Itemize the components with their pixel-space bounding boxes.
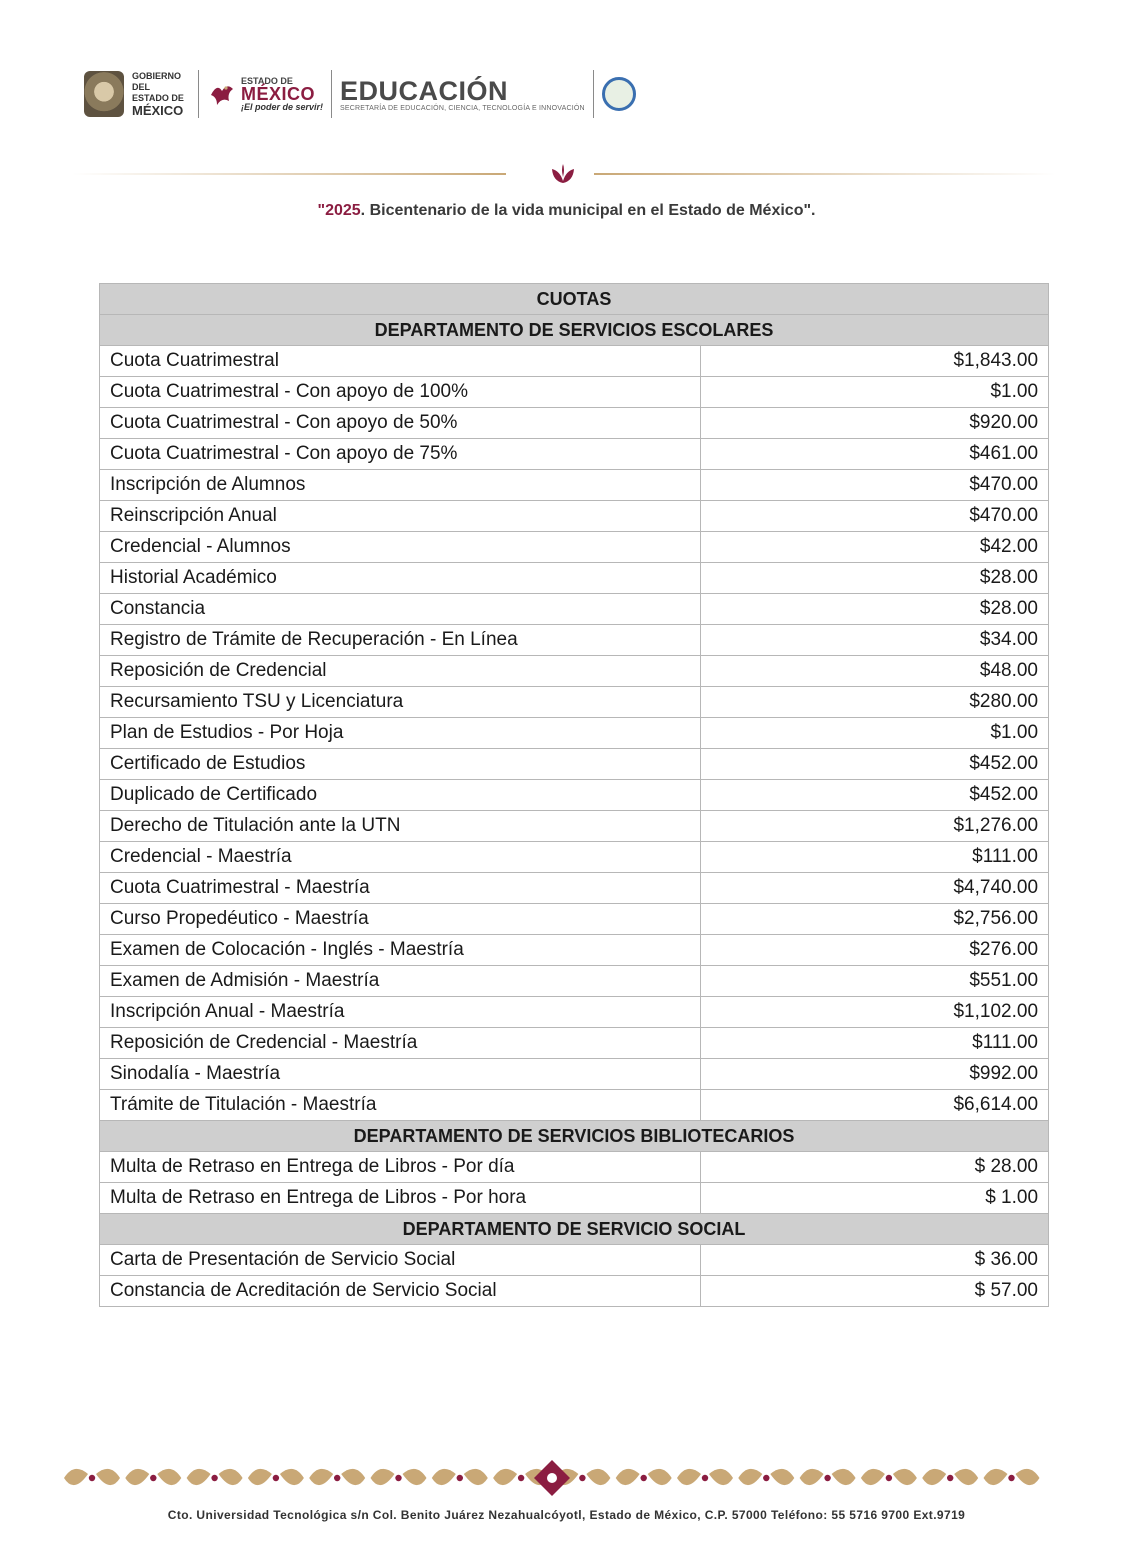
amount-cell: $470.00 bbox=[701, 470, 1049, 501]
amount-cell: $452.00 bbox=[701, 749, 1049, 780]
university-emblem-icon bbox=[602, 77, 636, 111]
table-row bbox=[100, 532, 1049, 563]
table-row bbox=[100, 1028, 1049, 1059]
leaf-motif bbox=[738, 1469, 794, 1485]
section-heading: DEPARTAMENTO DE SERVICIOS BIBLIOTECARIOS bbox=[100, 1121, 1049, 1152]
amount-cell: $920.00 bbox=[701, 408, 1049, 439]
ornamental-footer-band bbox=[62, 1460, 1043, 1496]
header-divider bbox=[593, 70, 594, 118]
edomex-logo: ESTADO DE MÉXICO ¡El poder de servir! bbox=[207, 75, 323, 114]
concept-cell: Constancia de Acreditación de Servicio Social bbox=[100, 1276, 701, 1307]
concept-cell: Inscripción de Alumnos bbox=[100, 470, 701, 501]
header-divider bbox=[331, 70, 332, 118]
concept-cell: Constancia bbox=[100, 594, 701, 625]
amount-cell: $1.00 bbox=[701, 377, 1049, 408]
table-row bbox=[100, 377, 1049, 408]
table-row bbox=[100, 1059, 1049, 1090]
table-row bbox=[100, 1276, 1049, 1307]
amount-cell: $992.00 bbox=[701, 1059, 1049, 1090]
footer-address: Cto. Universidad Tecnológica s/n Col. Benito Juárez Nezahualcóyotl, Estado de México, C.P. 57000 Teléfono: 55 5716 9700 Ext.9719 bbox=[167, 1508, 966, 1522]
amount-cell: $461.00 bbox=[701, 439, 1049, 470]
concept-cell: Derecho de Titulación ante la UTN bbox=[100, 811, 701, 842]
concept-cell: Multa de Retraso en Entrega de Libros - Por día bbox=[100, 1152, 701, 1183]
concept-cell: Cuota Cuatrimestral - Con apoyo de 75% bbox=[100, 439, 701, 470]
leaf-ornament-icon bbox=[549, 163, 577, 185]
amount-cell: $ 1.00 bbox=[701, 1183, 1049, 1214]
amount-cell: $34.00 bbox=[701, 625, 1049, 656]
concept-cell: Reposición de Credencial - Maestría bbox=[100, 1028, 701, 1059]
table-row bbox=[100, 749, 1049, 780]
concept-cell: Reinscripción Anual bbox=[100, 501, 701, 532]
amount-cell: $42.00 bbox=[701, 532, 1049, 563]
gobierno-logo-text: GOBIERNO DEL ESTADO DE MÉXICO bbox=[132, 70, 184, 118]
amount-cell: $470.00 bbox=[701, 501, 1049, 532]
leaf-motif bbox=[861, 1469, 917, 1485]
concept-cell: Carta de Presentación de Servicio Social bbox=[100, 1245, 701, 1276]
table-row bbox=[100, 1183, 1049, 1214]
section-heading: DEPARTAMENTO DE SERVICIOS ESCOLARES bbox=[100, 315, 1049, 346]
concept-cell: Sinodalía - Maestría bbox=[100, 1059, 701, 1090]
concept-cell: Curso Propedéutico - Maestría bbox=[100, 904, 701, 935]
concept-cell: Reposición de Credencial bbox=[100, 656, 701, 687]
table-row bbox=[100, 1152, 1049, 1183]
amount-cell: $2,756.00 bbox=[701, 904, 1049, 935]
amount-cell: $ 36.00 bbox=[701, 1245, 1049, 1276]
section-header-row bbox=[100, 1121, 1049, 1152]
bird-icon bbox=[207, 79, 237, 109]
education-logo: EDUCACIÓN SECRETARÍA DE EDUCACIÓN, CIENCIA, TECNOLOGÍA E INNOVACIÓN bbox=[340, 75, 585, 112]
amount-cell: $280.00 bbox=[701, 687, 1049, 718]
table-row bbox=[100, 563, 1049, 594]
ornament-line-left bbox=[72, 173, 506, 175]
table-row bbox=[100, 594, 1049, 625]
leaf-motif bbox=[800, 1469, 856, 1485]
section-heading: DEPARTAMENTO DE SERVICIO SOCIAL bbox=[100, 1214, 1049, 1245]
concept-cell: Inscripción Anual - Maestría bbox=[100, 997, 701, 1028]
amount-cell: $452.00 bbox=[701, 780, 1049, 811]
table-row bbox=[100, 811, 1049, 842]
table-row bbox=[100, 842, 1049, 873]
table-row bbox=[100, 904, 1049, 935]
concept-cell: Credencial - Alumnos bbox=[100, 532, 701, 563]
amount-cell: $111.00 bbox=[701, 1028, 1049, 1059]
table-row bbox=[100, 656, 1049, 687]
header-divider bbox=[198, 70, 199, 118]
table-row bbox=[100, 966, 1049, 997]
leaf-motif bbox=[64, 1469, 120, 1485]
concept-cell: Credencial - Maestría bbox=[100, 842, 701, 873]
amount-cell: $1,276.00 bbox=[701, 811, 1049, 842]
leaf-motif bbox=[125, 1469, 181, 1485]
amount-cell: $1.00 bbox=[701, 718, 1049, 749]
table-row bbox=[100, 997, 1049, 1028]
fees-table bbox=[99, 283, 1049, 1307]
amount-cell: $111.00 bbox=[701, 842, 1049, 873]
header-logos bbox=[84, 66, 636, 122]
concept-cell: Examen de Admisión - Maestría bbox=[100, 966, 701, 997]
concept-cell: Cuota Cuatrimestral bbox=[100, 346, 701, 377]
concept-cell: Duplicado de Certificado bbox=[100, 780, 701, 811]
state-seal-logo bbox=[84, 71, 124, 117]
concept-cell: Multa de Retraso en Entrega de Libros - Por hora bbox=[100, 1183, 701, 1214]
concept-cell: Registro de Trámite de Recuperación - En Línea bbox=[100, 625, 701, 656]
amount-cell: $6,614.00 bbox=[701, 1090, 1049, 1121]
amount-cell: $ 28.00 bbox=[701, 1152, 1049, 1183]
table-row bbox=[100, 439, 1049, 470]
table-row bbox=[100, 873, 1049, 904]
concept-cell: Recursamiento TSU y Licenciatura bbox=[100, 687, 701, 718]
concept-cell: Examen de Colocación - Inglés - Maestría bbox=[100, 935, 701, 966]
table-row bbox=[100, 408, 1049, 439]
concept-cell: Plan de Estudios - Por Hoja bbox=[100, 718, 701, 749]
concept-cell: Cuota Cuatrimestral - Con apoyo de 50% bbox=[100, 408, 701, 439]
amount-cell: $48.00 bbox=[701, 656, 1049, 687]
concept-cell: Cuota Cuatrimestral - Maestría bbox=[100, 873, 701, 904]
section-header-row bbox=[100, 315, 1049, 346]
concept-cell: Trámite de Titulación - Maestría bbox=[100, 1090, 701, 1121]
table-title-row bbox=[100, 284, 1049, 315]
concept-cell: Historial Académico bbox=[100, 563, 701, 594]
table-row bbox=[100, 501, 1049, 532]
year-motto: "2025. Bicentenario de la vida municipal en el Estado de México". bbox=[317, 202, 816, 219]
leaf-motif bbox=[616, 1469, 672, 1485]
leaf-motif bbox=[922, 1469, 978, 1485]
amount-cell: $276.00 bbox=[701, 935, 1049, 966]
table-row bbox=[100, 346, 1049, 377]
ornament-line-right bbox=[594, 173, 1056, 175]
concept-cell: Cuota Cuatrimestral - Con apoyo de 100% bbox=[100, 377, 701, 408]
amount-cell: $4,740.00 bbox=[701, 873, 1049, 904]
leaf-motif bbox=[984, 1469, 1040, 1485]
amount-cell: $ 57.00 bbox=[701, 1276, 1049, 1307]
section-header-row bbox=[100, 1214, 1049, 1245]
amount-cell: $28.00 bbox=[701, 594, 1049, 625]
leaf-motif bbox=[432, 1469, 488, 1485]
table-row bbox=[100, 1245, 1049, 1276]
table-row bbox=[100, 470, 1049, 501]
table-row bbox=[100, 687, 1049, 718]
amount-cell: $551.00 bbox=[701, 966, 1049, 997]
leaf-motif bbox=[309, 1469, 365, 1485]
leaf-motif bbox=[187, 1469, 243, 1485]
leaf-motif bbox=[371, 1469, 427, 1485]
table-row bbox=[100, 718, 1049, 749]
table-row bbox=[100, 935, 1049, 966]
table-row bbox=[100, 625, 1049, 656]
table-title: CUOTAS bbox=[100, 284, 1049, 315]
table-row bbox=[100, 1090, 1049, 1121]
concept-cell: Certificado de Estudios bbox=[100, 749, 701, 780]
amount-cell: $1,102.00 bbox=[701, 997, 1049, 1028]
table-row bbox=[100, 780, 1049, 811]
leaf-motif bbox=[248, 1469, 304, 1485]
leaf-motif bbox=[677, 1469, 733, 1485]
flower-center-dot bbox=[547, 1473, 557, 1483]
amount-cell: $1,843.00 bbox=[701, 346, 1049, 377]
amount-cell: $28.00 bbox=[701, 563, 1049, 594]
